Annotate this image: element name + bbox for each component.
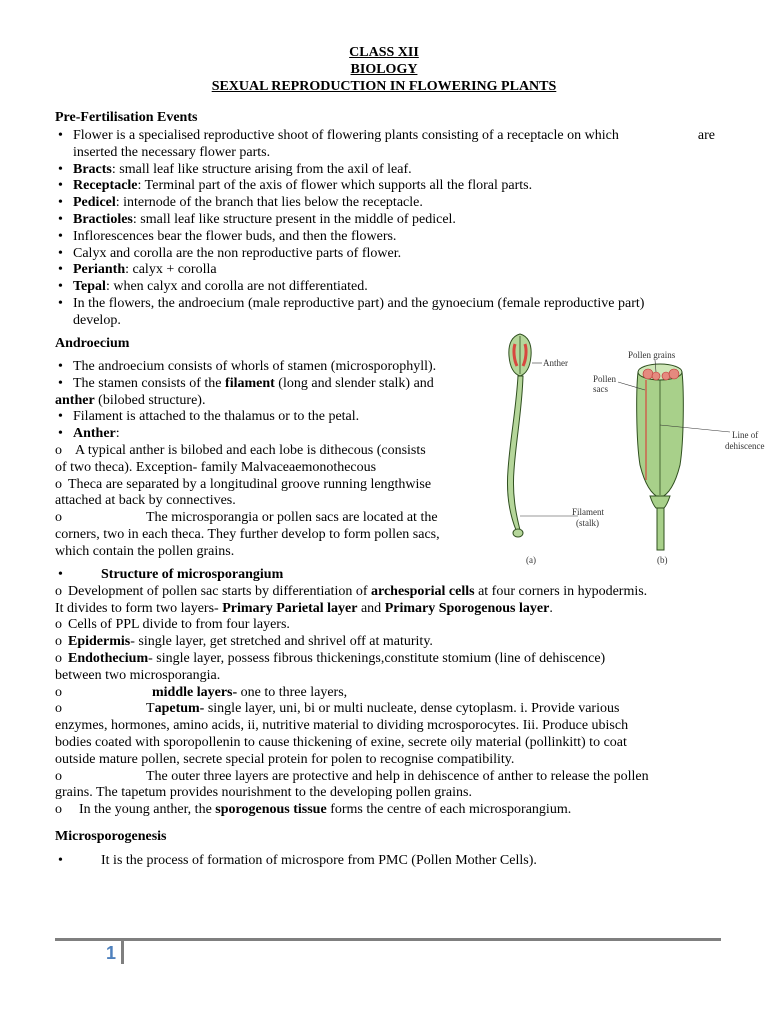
list-item: • Bracts: small leaf like structure arising from the axil of leaf. (55, 162, 721, 179)
pre-fertilisation-heading: Pre-Fertilisation Events (55, 110, 198, 125)
list-item: • In the flowers, the androecium (male reproductive part) and the gynoecium (female reproductive part) develop. (55, 296, 721, 330)
sub-item: o Development of pollen sac starts by differentiation of archesporial cells at four corners in hypodermis. (55, 583, 648, 599)
microsporogenesis-list (55, 853, 721, 870)
list-item: • Calyx and corolla are the non reproductive parts of flower. (55, 246, 721, 263)
text-line: It divides to form two layers- Primary Parietal layer and Primary Sporogenous layer. (55, 600, 553, 616)
stamen-diagram (490, 330, 768, 570)
list-item: • Inflorescences bear the flower buds, and then the flowers. (55, 229, 721, 246)
text-line: of two theca). Exception- family Malvaceaemonothecous (55, 459, 377, 475)
microsporangium-heading: Structure of microsporangium (101, 567, 284, 582)
sub-item: o Theca are separated by a longitudinal groove running lengthwise (55, 476, 432, 492)
anther-figure-b (637, 364, 684, 550)
androecium-section (55, 359, 485, 561)
list-item: • It is the process of formation of microspore from PMC (Pollen Mother Cells). (55, 853, 721, 870)
microsporogenesis-heading: Microsporogenesis (55, 829, 167, 844)
sub-item: o middle layers- one to three layers, (55, 684, 348, 700)
label-stalk: (stalk) (576, 518, 599, 528)
label-line-of: Line of (732, 430, 759, 440)
list-item: • Tepal: when calyx and corolla are not differentiated. (55, 279, 721, 296)
label-b: (b) (657, 555, 668, 565)
label-pollen-grains: Pollen grains (628, 350, 676, 360)
list-item: • Receptacle: Terminal part of the axis of flower which supports all the floral parts. (55, 178, 721, 195)
label-filament: Filament (572, 507, 604, 517)
label-a: (a) (526, 555, 536, 565)
sub-item: o Tapetum- single layer, uni, bi or multi nucleate, dense cytoplasm. i. Provide various (55, 701, 620, 717)
list-item: • Pedicel: internode of the branch that lies below the receptacle. (55, 195, 721, 212)
sub-item: o The outer three layers are protective and help in dehiscence of anther to release the pollen (55, 768, 649, 784)
sub-item: o The microsporangia or pollen sacs are located at the (55, 510, 438, 526)
text-line: bodies coated with sporopollenin to cause thickening of exine, secrete oily material (pollinkitt) to coat (55, 734, 627, 750)
text-line: grains. The tapetum provides nourishment to the developing pollen grains. (55, 785, 472, 801)
label-sacs: sacs (593, 384, 608, 394)
title-subject: BIOLOGY (350, 62, 418, 77)
list-item: • Bractioles: small leaf like structure present in the middle of pedicel. (55, 212, 721, 229)
label-anther: Anther (543, 358, 568, 368)
text-line: outside mature pollen, secrete special protein for polen to recognise compatibility. (55, 751, 515, 767)
stamen-figure-a (507, 334, 531, 537)
footer-divider (55, 938, 721, 941)
text-line: attached at back by connectives. (55, 493, 236, 509)
microsporangium-section (55, 567, 721, 819)
list-item: • Filament is attached to the thalamus or to the petal. (55, 409, 485, 426)
page-number: 1 (106, 943, 117, 963)
text-line: enzymes, hormones, amino acids, ii, nutritive material to dividing mcrosporocytes. Iii. Produce ubisch (55, 718, 629, 734)
list-item: • The androecium consists of whorls of stamen (microsporophyll). (55, 359, 485, 376)
label-dehiscence: dehiscence (725, 441, 765, 451)
text-line: between two microsporangia. (55, 667, 221, 683)
list-item (55, 567, 721, 584)
androecium-heading: Androecium (55, 336, 130, 351)
title-block (0, 44, 768, 95)
list-item: • The stamen consists of the filament (long and slender stalk) and (55, 376, 485, 393)
text-line: corners, two in each theca. They further develop to form pollen sacs, (55, 526, 440, 542)
sub-item: o Cells of PPL divide to from four layers. (55, 617, 290, 633)
page-number-bar (121, 940, 124, 964)
text-line: anther (bilobed structure). (55, 392, 206, 408)
list-item: • Anther: (55, 426, 485, 443)
list-item: • Perianth: calyx + corolla (55, 262, 721, 279)
sub-item: o Epidermis- single layer, get stretched and shrivel off at maturity. (55, 634, 433, 650)
sub-item: o In the young anther, the sporogenous tissue forms the centre of each microsporangium. (55, 802, 572, 818)
text-line: which contain the pollen grains. (55, 543, 235, 559)
sub-item: o A typical anther is bilobed and each lobe is dithecous (consists (55, 442, 426, 458)
list-item: • Flower is a specialised reproductive shoot of flowering plants consisting of a receptacle on which are inserted the necessary flower parts. (55, 128, 721, 162)
label-pollen: Pollen (593, 374, 617, 384)
title-class: CLASS XII (349, 45, 419, 60)
title-chapter: SEXUAL REPRODUCTION IN FLOWERING PLANTS (211, 79, 557, 94)
pre-fertilisation-list (55, 128, 721, 330)
sub-item: o Endothecium- single layer, possess fibrous thickenings,constitute stomium (line of dehiscence) (55, 650, 606, 666)
